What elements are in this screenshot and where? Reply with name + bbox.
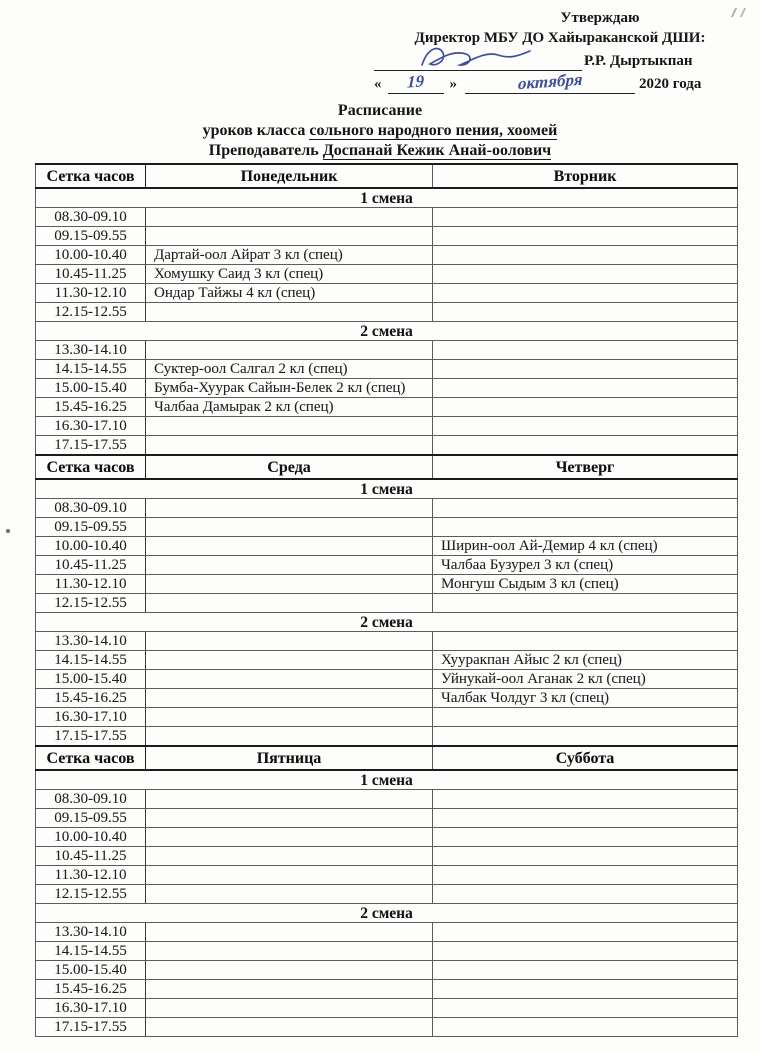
lesson-cell — [433, 208, 738, 227]
lesson-cell — [433, 379, 738, 398]
approval-director-line: Директор МБУ ДО Хайыраканской ДШИ: — [414, 30, 706, 46]
lesson-cell — [433, 227, 738, 246]
handwritten-day: 19 — [406, 71, 425, 92]
time-row — [36, 1018, 738, 1037]
lesson-cell: Дартай-оол Айрат 3 кл (спец) — [146, 246, 433, 265]
time-row — [36, 809, 738, 828]
shift-label-row — [36, 904, 738, 923]
lesson-cell — [146, 885, 433, 904]
lesson-cell: Хомушку Саид 3 кл (спец) — [146, 265, 433, 284]
lesson-cell — [146, 866, 433, 885]
time-slot: 16.30-17.10 — [36, 417, 146, 436]
title-line1: Расписание — [337, 102, 423, 119]
lesson-cell — [146, 436, 433, 456]
time-row — [36, 436, 738, 456]
time-slot: 09.15-09.55 — [36, 809, 146, 828]
time-slot: 08.30-09.10 — [36, 790, 146, 809]
signature-blank — [374, 50, 582, 71]
lesson-cell — [433, 1018, 738, 1037]
lesson-cell — [146, 980, 433, 999]
lesson-cell — [433, 518, 738, 537]
lesson-cell — [433, 847, 738, 866]
time-row — [36, 980, 738, 999]
quote-open: « — [374, 76, 382, 92]
lesson-cell — [433, 999, 738, 1018]
time-slot: 16.30-17.10 — [36, 708, 146, 727]
lesson-cell — [433, 809, 738, 828]
lesson-cell: Чалбаа Бузурел 3 кл (спец) — [433, 556, 738, 575]
lesson-cell — [146, 518, 433, 537]
lesson-cell — [146, 417, 433, 436]
lesson-cell — [146, 632, 433, 651]
lesson-cell — [433, 284, 738, 303]
shift-label: 2 смена — [36, 613, 738, 632]
time-slot: 15.00-15.40 — [36, 670, 146, 689]
time-row — [36, 379, 738, 398]
time-row — [36, 499, 738, 518]
time-row — [36, 651, 738, 670]
lesson-cell — [146, 303, 433, 322]
time-slot: 12.15-12.55 — [36, 885, 146, 904]
lesson-cell — [146, 1018, 433, 1037]
day-header-row — [36, 455, 738, 479]
shift-label: 2 смена — [36, 322, 738, 341]
lesson-cell — [433, 708, 738, 727]
date-year: 2020 года — [639, 76, 702, 92]
time-row — [36, 866, 738, 885]
lesson-cell — [433, 828, 738, 847]
time-slot: 08.30-09.10 — [36, 208, 146, 227]
lesson-cell — [433, 341, 738, 360]
lesson-cell — [433, 923, 738, 942]
time-row — [36, 284, 738, 303]
lesson-cell: Уйнукай-оол Аганак 2 кл (спец) — [433, 670, 738, 689]
lesson-cell — [146, 708, 433, 727]
title-line2-prefix: уроков класса — [202, 122, 310, 139]
time-grid-header: Сетка часов — [36, 164, 146, 188]
date-month-blank — [465, 69, 635, 94]
time-grid-header: Сетка часов — [36, 746, 146, 770]
time-row — [36, 828, 738, 847]
time-row — [36, 246, 738, 265]
time-slot: 10.45-11.25 — [36, 847, 146, 866]
lesson-cell — [146, 227, 433, 246]
lesson-cell — [146, 575, 433, 594]
lesson-cell — [146, 651, 433, 670]
lesson-cell: Чалбаа Дамырак 2 кл (спец) — [146, 398, 433, 417]
time-slot: 14.15-14.55 — [36, 360, 146, 379]
time-slot: 17.15-17.55 — [36, 436, 146, 456]
time-slot: 15.45-16.25 — [36, 980, 146, 999]
time-slot: 09.15-09.55 — [36, 518, 146, 537]
time-row — [36, 670, 738, 689]
time-row — [36, 417, 738, 436]
time-grid-header: Сетка часов — [36, 455, 146, 479]
quote-close: » — [449, 76, 457, 92]
time-slot: 10.00-10.40 — [36, 246, 146, 265]
time-row — [36, 689, 738, 708]
time-row — [36, 227, 738, 246]
time-row — [36, 360, 738, 379]
lesson-cell — [433, 436, 738, 456]
day-header-row — [36, 746, 738, 770]
lesson-cell — [433, 942, 738, 961]
day1-header: Пятница — [146, 746, 433, 770]
day2-header: Суббота — [433, 746, 738, 770]
time-slot: 11.30-12.10 — [36, 866, 146, 885]
day2-header: Четверг — [433, 455, 738, 479]
schedule-body — [36, 164, 738, 1037]
lesson-cell: Хууракпан Айыс 2 кл (спец) — [433, 651, 738, 670]
date-day-blank — [388, 73, 444, 94]
lesson-cell — [146, 961, 433, 980]
lesson-cell — [433, 594, 738, 613]
time-row — [36, 575, 738, 594]
time-row — [36, 923, 738, 942]
time-row — [36, 398, 738, 417]
time-row — [36, 942, 738, 961]
time-slot: 11.30-12.10 — [36, 284, 146, 303]
lesson-cell: Суктер-оол Салгал 2 кл (спец) — [146, 360, 433, 379]
lesson-cell — [433, 246, 738, 265]
title-line3-underlined: Доспанай Кежик Анай-оолович — [322, 142, 552, 159]
time-slot: 14.15-14.55 — [36, 651, 146, 670]
time-slot: 12.15-12.55 — [36, 594, 146, 613]
day1-header: Понедельник — [146, 164, 433, 188]
time-slot: 13.30-14.10 — [36, 632, 146, 651]
schedule-table — [35, 163, 738, 1037]
time-slot: 14.15-14.55 — [36, 942, 146, 961]
lesson-cell: Ширин-оол Ай-Демир 4 кл (спец) — [433, 537, 738, 556]
handwritten-month: октября — [517, 69, 583, 94]
lesson-cell — [433, 417, 738, 436]
time-row — [36, 790, 738, 809]
time-slot: 15.00-15.40 — [36, 379, 146, 398]
shift-label: 2 смена — [36, 904, 738, 923]
approval-title: Утверждаю — [560, 10, 640, 26]
time-slot: 10.45-11.25 — [36, 556, 146, 575]
lesson-cell — [146, 670, 433, 689]
lesson-cell — [146, 537, 433, 556]
title-line2 — [0, 121, 760, 141]
signature-scribble-icon — [412, 41, 538, 73]
time-slot: 10.00-10.40 — [36, 537, 146, 556]
shift-label-row — [36, 188, 738, 208]
lesson-cell — [433, 303, 738, 322]
time-row — [36, 632, 738, 651]
lesson-cell — [433, 961, 738, 980]
lesson-cell — [433, 265, 738, 284]
time-row — [36, 537, 738, 556]
approval-signature-line — [374, 50, 746, 71]
lesson-cell — [433, 866, 738, 885]
lesson-cell: Ондар Тайжы 4 кл (спец) — [146, 284, 433, 303]
time-slot: 09.15-09.55 — [36, 227, 146, 246]
time-row — [36, 594, 738, 613]
lesson-cell — [433, 398, 738, 417]
time-row — [36, 708, 738, 727]
time-slot: 12.15-12.55 — [36, 303, 146, 322]
lesson-cell — [146, 341, 433, 360]
shift-label: 1 смена — [36, 188, 738, 208]
lesson-cell — [433, 727, 738, 747]
time-slot: 10.00-10.40 — [36, 828, 146, 847]
lesson-cell — [146, 809, 433, 828]
time-slot: 11.30-12.10 — [36, 575, 146, 594]
lesson-cell — [433, 360, 738, 379]
lesson-cell — [146, 594, 433, 613]
lesson-cell — [433, 499, 738, 518]
time-row — [36, 208, 738, 227]
title-line2-underlined: сольного народного пения, хоомей — [309, 122, 558, 139]
time-row — [36, 999, 738, 1018]
time-slot: 15.00-15.40 — [36, 961, 146, 980]
lesson-cell — [433, 632, 738, 651]
shift-label-row — [36, 322, 738, 341]
lesson-cell — [146, 790, 433, 809]
time-row — [36, 961, 738, 980]
lesson-cell: Бумба-Хуурак Сайын-Белек 2 кл (спец) — [146, 379, 433, 398]
time-slot: 17.15-17.55 — [36, 1018, 146, 1037]
shift-label-row — [36, 613, 738, 632]
lesson-cell — [433, 790, 738, 809]
time-row — [36, 341, 738, 360]
lesson-cell — [146, 999, 433, 1018]
lesson-cell — [146, 727, 433, 747]
time-slot: 13.30-14.10 — [36, 923, 146, 942]
time-row — [36, 265, 738, 284]
time-slot: 16.30-17.10 — [36, 999, 146, 1018]
lesson-cell — [433, 980, 738, 999]
shift-label: 1 смена — [36, 479, 738, 499]
shift-label-row — [36, 770, 738, 790]
approval-block — [374, 8, 746, 94]
lesson-cell — [146, 208, 433, 227]
approval-date-line — [374, 69, 746, 94]
title-line3-prefix: Преподаватель — [208, 142, 323, 159]
title-line3 — [0, 141, 760, 161]
lesson-cell — [146, 828, 433, 847]
lesson-cell — [146, 556, 433, 575]
document-title — [0, 101, 760, 161]
lesson-cell — [146, 847, 433, 866]
lesson-cell — [146, 499, 433, 518]
time-slot: 13.30-14.10 — [36, 341, 146, 360]
time-row — [36, 885, 738, 904]
shift-label: 1 смена — [36, 770, 738, 790]
day1-header: Среда — [146, 455, 433, 479]
lesson-cell: Чалбак Чолдуг 3 кл (спец) — [433, 689, 738, 708]
time-row — [36, 303, 738, 322]
lesson-cell: Монгуш Сыдым 3 кл (спец) — [433, 575, 738, 594]
time-slot: 15.45-16.25 — [36, 398, 146, 417]
time-slot: 15.45-16.25 — [36, 689, 146, 708]
time-row — [36, 556, 738, 575]
day-header-row — [36, 164, 738, 188]
shift-label-row — [36, 479, 738, 499]
day2-header: Вторник — [433, 164, 738, 188]
lesson-cell — [146, 923, 433, 942]
time-row — [36, 847, 738, 866]
time-row — [36, 727, 738, 747]
time-slot: 10.45-11.25 — [36, 265, 146, 284]
director-name: Р.Р. Дыртыкпан — [584, 53, 693, 69]
lesson-cell — [146, 942, 433, 961]
time-row — [36, 518, 738, 537]
lesson-cell — [433, 885, 738, 904]
time-slot: 17.15-17.55 — [36, 727, 146, 747]
scan-artifact — [6, 529, 10, 533]
time-slot: 08.30-09.10 — [36, 499, 146, 518]
lesson-cell — [146, 689, 433, 708]
